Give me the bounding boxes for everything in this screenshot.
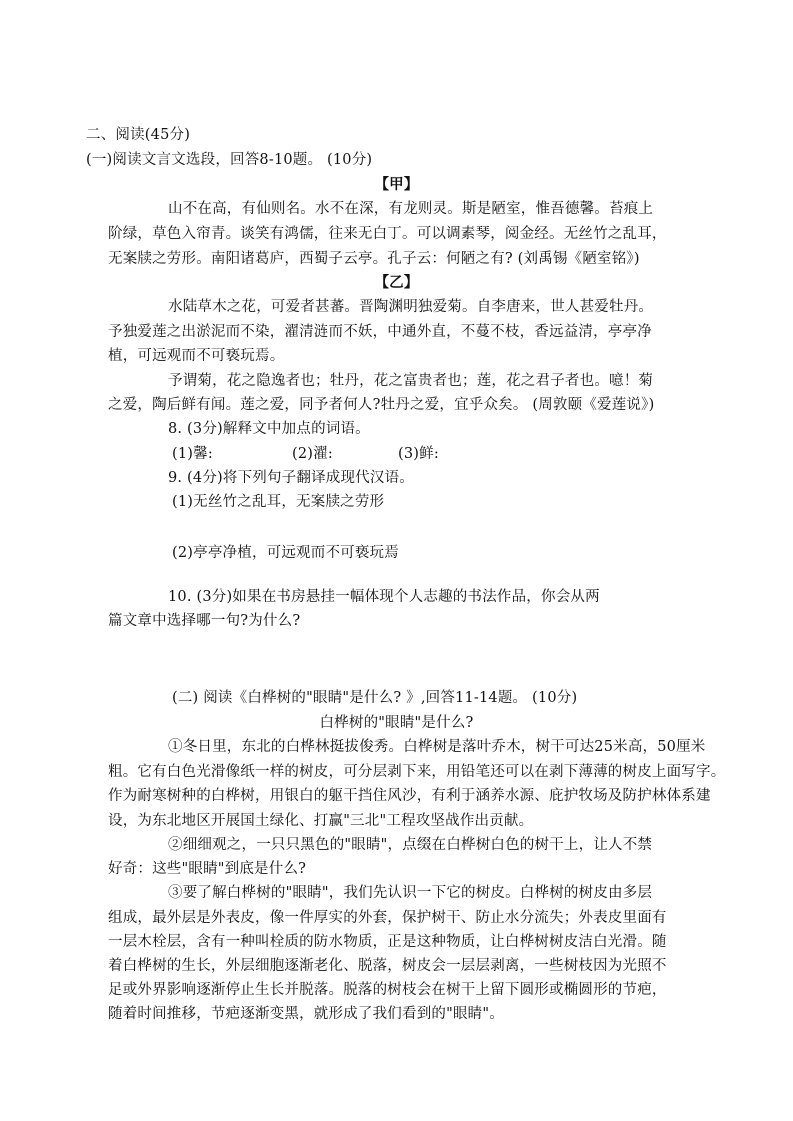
question-9-item-2: (2)亭亭净植，可远观而不可亵玩焉: [172, 545, 399, 561]
question-8: 8. (3分)解释文中加点的词语。: [168, 421, 370, 437]
part2-line: 随着时间推移，节疤逐渐变黑，就形成了我们看到的"眼睛"。: [108, 1006, 504, 1022]
passage-jia-line: 无案牍之劳形。南阳诸葛庐，西蜀子云亭。孔子云：何陋之有? (刘禹锡《陋室铭》): [108, 251, 640, 267]
question-10-cont: 篇文章中选择哪一句?为什么?: [108, 613, 301, 629]
passage-jia-line: 山不在高，有仙则名。水不在深，有龙则灵。斯是陋室，惟吾德馨。苔痕上: [168, 201, 654, 217]
part2-line: 一层木栓层，含有一种叫栓质的防水物质，正是这种物质，让白桦树树皮洁白光滑。随: [108, 934, 667, 950]
part2-line: ③要了解白桦树的"眼睛"，我们先认识一下它的树皮。白桦树的树皮由多层: [168, 885, 653, 901]
question-10: 10. (3分)如果在书房悬挂一幅体现个人志趣的书法作品，你会从两: [168, 589, 600, 605]
part2-line: ①冬日里，东北的白桦林挺拔俊秀。白桦树是落叶乔木，树干可达25米高，50厘米: [168, 739, 706, 755]
part2-line: 组成，最外层是外表皮，像一件厚实的外套，保护树干、防止水分流失；外表皮里面有: [108, 910, 667, 926]
question-8-item-2: (2)濯:: [292, 446, 333, 462]
passage-jia-label: 【甲】: [374, 176, 419, 193]
part2-line: 着白桦树的生长，外层细胞逐渐老化、脱落，树皮会一层层剥离，一些树枝因为光照不: [108, 958, 667, 974]
question-9-item-1: (1)无丝竹之乱耳，无案牍之劳形: [172, 494, 385, 510]
passage-yi-label: 【乙】: [374, 274, 419, 291]
part2-line: 作为耐寒树种的白桦树，用银白的躯干挡住风沙，有利于涵养水源、庇护牧场及防护林体系建: [108, 788, 711, 804]
passage-yi-line: 予谓菊，花之隐逸者也；牡丹，花之富贵者也；莲，花之君子者也。噫！菊: [168, 373, 654, 389]
passage-yi-line: 植，可远观而不可亵玩焉。: [108, 348, 285, 364]
part2-line: 设，为东北地区开展国土绿化、打赢"三北"工程攻坚战作出贡献。: [108, 813, 534, 829]
part2-intro: (二) 阅读《白桦树的"眼睛"是什么? 》,回答11-14题。 (10分): [172, 690, 578, 706]
part2-line: 足或外界影响逐渐停止生长并脱落。脱落的树枝会在树干上留下圆形或椭圆形的节疤，: [108, 982, 667, 998]
section-heading: 二、阅读(45分): [86, 127, 191, 143]
passage-jia-line: 阶绿，草色入帘青。谈笑有鸿儒，往来无白丁。可以调素琴，阅金经。无丝竹之乱耳，: [108, 226, 667, 242]
part2-line: 好奇：这些"眼睛"到底是什么?: [108, 861, 307, 877]
passage-yi-line: 水陆草木之花，可爱者甚蕃。晋陶渊明独爱菊。自李唐来，世人甚爱牡丹。: [168, 299, 654, 315]
part2-title: 白桦树的"眼睛"是什么?: [319, 715, 474, 731]
part2-line: ②细细观之，一只只黑色的"眼睛"，点缀在白桦树白色的树干上，让人不禁: [168, 837, 653, 853]
passage-yi-line: 之爱，陶后鲜有闻。莲之爱，同予者何人?牡丹之爱，宜乎众矣。 (周敦颐《爱莲说》): [108, 397, 655, 413]
question-8-item-3: (3)鲜:: [398, 446, 439, 462]
question-8-item-1: (1)馨:: [172, 446, 213, 462]
part1-intro: (一)阅读文言文选段，回答8-10题。 (10分): [86, 152, 373, 168]
passage-yi-line: 予独爱莲之出淤泥而不染，濯清涟而不妖，中通外直，不蔓不枝，香远益清，亭亭净: [108, 324, 652, 340]
question-9: 9. (4分)将下列句子翻译成现代汉语。: [168, 470, 414, 486]
part2-line: 粗。它有白色光滑像纸一样的树皮，可分层剥下来，用铅笔还可以在剥下薄薄的树皮上面写字。: [108, 764, 726, 780]
